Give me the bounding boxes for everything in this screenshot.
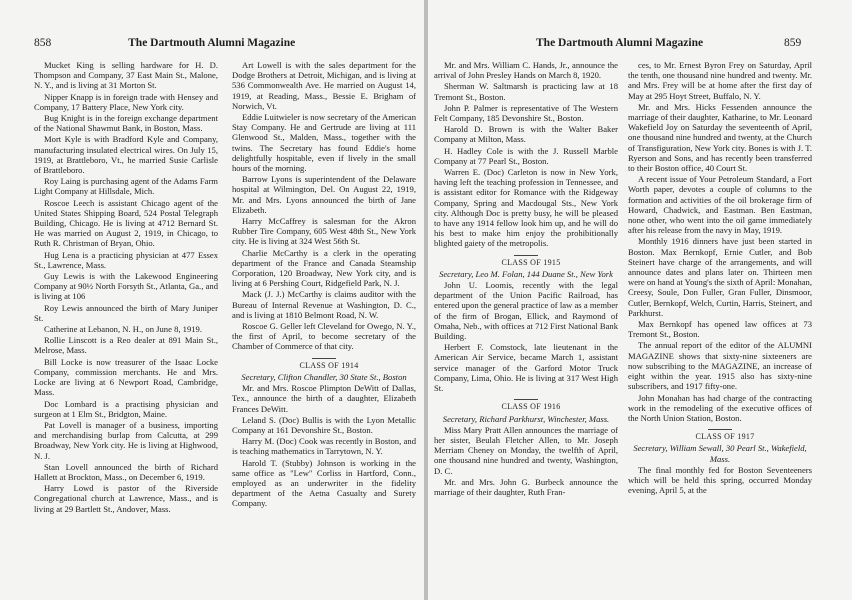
left-column-1 — [34, 60, 218, 515]
paragraph: Bug Knight is in the foreign exchange department of the National Shawmut Bank, in Boston, Mass. — [34, 113, 218, 134]
paragraph: Roy Lewis announced the birth of Mary Juniper St. — [34, 302, 218, 323]
paragraph: Eddie Luitwieler is now secretary of the American Stay Company. He and Gertrude are living at 111 Glenwood St., Malden, Mass., together with the twins. The Secretary has found Eddie's home delightfully hospitable, even if lively in the small hours of the morning. — [232, 112, 416, 174]
paragraph: Charlie McCarthy is a clerk in the operating department of the France and Canada Steamship Corporation, 120 Broadway, New York city, and is living at 6 Pershing Court, Ridgefield Park, N. J. — [232, 247, 416, 289]
paragraph: Bill Locke is now treasurer of the Isaac Locke Company, commission merchants. He and Mrs. Locke are living at 6 Newport Road, Cambridge, Mass. — [34, 356, 218, 398]
paragraph: The annual report of the editor of the ALUMNI MAGAZINE shows that sixty-nine sixteeners are now subscribing to the MAGAZINE, an increase of eight within the year. 1915 also has sixty-nine subscribers, and 1917 fifty-one. — [628, 340, 812, 392]
paragraph: Mort Kyle is with Bradford Kyle and Company, manufacturing insulated electrical wires. On July 15, 1919, at Brattleboro, Vt., he married Susie Carlisle of Brattleboro. — [34, 134, 218, 176]
class-1915-heading: CLASS OF 1915 — [501, 257, 561, 267]
paragraph: Harry McCaffrey is salesman for the Akron Rubber Tire Company, 605 West 48th St., New York city. He is living at 324 West 56th St. — [232, 216, 416, 247]
right-page-number: 859 — [783, 37, 802, 49]
paragraph: ces, to Mr. Ernest Byron Frey on Saturday, April the tenth, one thousand nine hundred and twenty. Mr. and Mrs. Frey will be at home after the first day of May at 295 Hoyt Street, Buffalo, N. Y. — [628, 60, 812, 101]
paragraph: H. Hadley Cole is with the J. Russell Marble Company at 77 Pearl St., Boston. — [434, 145, 618, 166]
paragraph: Miss Mary Pratt Allen announces the marriage of her sister, Beulah Fletcher Allen, to Mr. Joseph Merriam Cheney on Monday, the twelfth of April, one thousand nine hundred and twenty, Washington, D. C. — [434, 424, 618, 476]
paragraph: The final monthly fed for Boston Seventeeners which will be held this spring, occurred Monday evening, April 5, at the — [628, 464, 812, 496]
paragraph: Nipper Knapp is in foreign trade with Hensey and Company, 17 Battery Place, New York city. — [34, 91, 218, 112]
paragraph: Rollie Linscott is a Reo dealer at 891 Main St., Melrose, Mass. — [34, 335, 218, 356]
paragraph: Mack (J. J.) McCarthy is claims auditor with the Bureau of Internal Revenue at Washington, D. C., and is living at 1810 Belmont Road, N. W. — [232, 289, 416, 320]
right-column-1 — [434, 60, 618, 498]
section-divider — [708, 429, 732, 430]
class-1917-secretary: Secretary, William Sewall, 30 Pearl St., Wakefield, Mass. — [633, 443, 807, 464]
left-page-number: 858 — [34, 37, 52, 49]
paragraph: Sherman W. Saltmarsh is practicing law at 18 Tremont St., Boston. — [434, 81, 618, 102]
paragraph: Leland S. (Doc) Bullis is with the Lyon Metallic Company at 161 Devonshire St., Boston. — [232, 414, 416, 435]
class-1916-secretary: Secretary, Richard Parkhurst, Winchester, Mass. — [442, 413, 610, 424]
paragraph: Harry M. (Doc) Cook was recently in Boston, and is teaching mathematics in Tarrytown, N. Y. — [232, 436, 416, 457]
paragraph: Catherine at Lebanon, N. H., on June 8, 1919. — [44, 324, 202, 335]
class-1915-secretary: Secretary, Leo M. Folan, 144 Duane St., New York — [439, 268, 613, 279]
paragraph: A recent issue of Your Petroleum Standard, a Fort Worth paper, devotes a couple of columns to the formation and activities of the oil brokerage firm of Howard, Chadwick, and Eastman. Ben Eastman, none other, who went into the oil game immediately after his release from the navy in May, 1919. — [628, 174, 812, 236]
right-page — [428, 0, 852, 600]
paragraph: Harold T. (Stubby) Johnson is working in the same office as "Lew" Corliss in Hartford, Conn., employed as an underwriter in the fidelity department of the Aetna Casualty and Surety Company. — [232, 457, 416, 509]
paragraph: Warren E. (Doc) Carleton is now in New York, having left the teaching profession in Tennessee, and is assistant editor for Romance with the Ridgeway Company, Spring and Macdougal Sts., New York city. Although Doc is pretty busy, he will be pleased to have any 1914 fellow look him up, and he will do his best to make him enjoy the prohibitionally blighted gaiety of the metropolis. — [434, 167, 618, 249]
paragraph: Mr. and Mrs. John G. Burbeck announce the marriage of their daughter, Ruth Fran- — [434, 476, 618, 497]
paragraph: Barrow Lyons is superintendent of the Delaware hospital at Wilmington, Del. On August 22, 1919, Mr. and Mrs. Lyons announced the birth of Jane Elizabeth. — [232, 174, 416, 215]
class-1916-heading: CLASS OF 1916 — [501, 402, 561, 412]
paragraph: Stan Lovell announced the birth of Richard Hallett at Brockton, Mass., on December 6, 1919. — [34, 461, 218, 482]
right-column-2 — [628, 60, 812, 496]
paragraph: Harold D. Brown is with the Walter Baker Company at Milton, Mass. — [434, 124, 618, 145]
paragraph: Harry Lowd is pastor of the Riverside Congregational church at Lawrence, Mass., and is living at 29 Bartlett St., Andover, Mass. — [34, 483, 218, 514]
paragraph: Mucket King is selling hardware for H. D. Thompson and Company, 37 East Main St., Malone, N. Y., and is living at 31 Morton St. — [34, 60, 218, 91]
paragraph: John U. Loomis, recently with the legal department of the Union Pacific Railroad, has entered upon the general practice of law as a member of the firm of Brogan, Ellick, and Raymond of Omaha, Neb., with offices at 712 First National Bank Building. — [434, 280, 618, 342]
paragraph: Mr. and Mrs. Hicks Fessenden announce the marriage of their daughter, Katharine, to Mr. Leonard Wakefield Joy on Saturday the seventeenth of April, one thousand nine hundred and twenty, at the Church of Transfiguration, New York city. Bones is with J. T. Ryerson and Sons, and has recently been transferred to their Boston office, 40 Court St. — [628, 101, 812, 174]
left-page-title: The Dartmouth Alumni Magazine — [128, 37, 296, 49]
paragraph: John P. Palmer is representative of The Western Felt Company, 185 Devonshire St., Boston. — [434, 102, 618, 124]
left-column-2 — [232, 60, 416, 510]
paragraph: Doc Lombard is a practising physician and surgeon at 1 Elm St., Bridgton, Maine. — [34, 398, 218, 419]
paragraph: Herbert F. Comstock, late lieutenant in the American Air Service, became March 1, assistant service manager of the Garford Motor Truck Company, Lima, Ohio. He is living at 317 West High St. — [434, 342, 618, 394]
left-page-header — [34, 37, 295, 49]
paragraph: Monthly 1916 dinners have just been started in Boston. Max Bernkopf, Ernie Cutler, and Bob Steinert have charge of the arrangements, and will announce dates and plans later on. Thirteen men were on hand at Young's the sixth of April: Monahan, Creesy, Soule, Don Fuller, Gran Fuller, Dinsmoor, Cutler, Bernkopf, Welch, Curtin, Harris, Steinert, and Parkhurst. — [628, 236, 812, 318]
section-divider — [514, 399, 538, 400]
paragraph: Art Lowell is with the sales department for the Dodge Brothers at Detroit, Michigan, and is living at 536 Commonwealth Ave. He married on August 14, 1919, at Reading, Mass., Bessie E. Brigham of Norwich, Vt. — [232, 60, 416, 111]
paragraph: Roscoe G. Geller left Cleveland for Owego, N. Y., the first of April, to become secretary of the Chamber of Commerce of that city. — [232, 321, 416, 352]
class-1914-secretary: Secretary, Clifton Chandler, 30 State St., Boston — [241, 371, 407, 382]
class-1917-heading: CLASS OF 1917 — [695, 432, 755, 442]
paragraph: Roscoe Leech is assistant Chicago agent of the United States Shipping Board, 524 Postal Telegraph Building, Chicago. He is living at 4712 Bernard St. He was married on August 2, 1919, in Chicago, to Ruth R. Christman of Bryan, Ohio. — [34, 197, 218, 249]
paragraph: Max Bernkopf has opened law offices at 73 Tremont St., Boston. — [628, 319, 812, 340]
left-page — [0, 0, 424, 600]
paragraph: Hug Lena is a practicing physician at 477 Essex St., Lawrence, Mass. — [34, 249, 218, 270]
paragraph: John Monahan has had charge of the contracting work in the remodeling of the executive offices of the North Union Station, Boston. — [628, 392, 812, 423]
paragraph: Mr. and Mrs. Roscoe Plimpton DeWitt of Dallas, Tex., announce the birth of a daughter, Elizabeth Frances DeWitt. — [232, 383, 416, 414]
paragraph: Pat Lovell is manager of a business, importing and merchandising burlap from Calcutta, at 299 Broadway, New York city. He is living at Highwood, N. J. — [34, 419, 218, 461]
section-divider — [312, 358, 336, 359]
section-divider — [514, 255, 538, 256]
right-page-title: The Dartmouth Alumni Magazine — [536, 37, 704, 49]
class-1914-heading: CLASS OF 1914 — [299, 360, 359, 370]
right-page-header — [536, 37, 801, 49]
paragraph: Roy Laing is purchasing agent of the Adams Farm Light Company at Hillsdale, Mich. — [34, 176, 218, 197]
paragraph: Guy Lewis is with the Lakewood Engineering Company at 90½ North Forsyth St., Atlanta, Ga., and is living at 106 — [34, 271, 218, 302]
paragraph: Mr. and Mrs. William C. Hands, Jr., announce the arrival of John Presley Hands on March 8, 1920. — [434, 60, 618, 81]
